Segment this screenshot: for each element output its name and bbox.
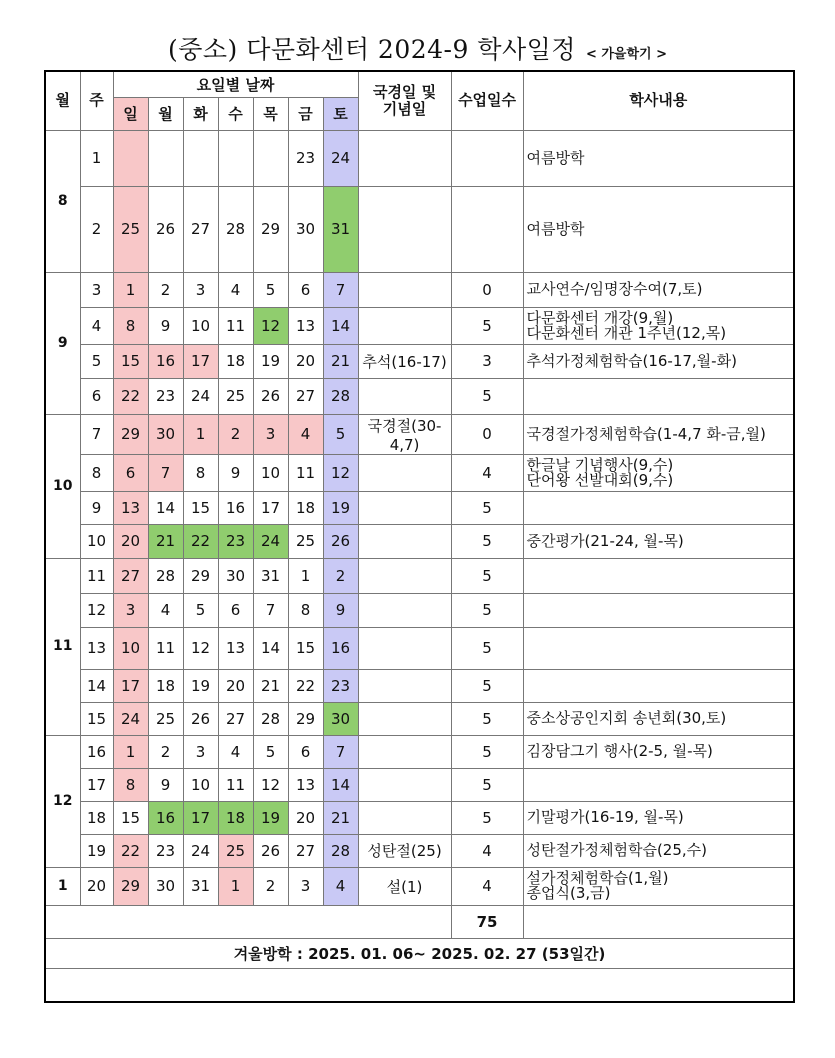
date-cell: 2 bbox=[323, 558, 358, 593]
content-line: 여름방학 bbox=[526, 148, 585, 167]
content-cell bbox=[523, 735, 794, 768]
week-number: 13 bbox=[80, 627, 113, 669]
date-cell: 7 bbox=[148, 454, 183, 491]
holiday-cell bbox=[358, 593, 451, 627]
date-cell: 16 bbox=[323, 627, 358, 669]
date-cell: 3 bbox=[288, 867, 323, 905]
holiday-cell bbox=[358, 627, 451, 669]
class-days-cell: 5 bbox=[451, 702, 523, 735]
date-cell: 13 bbox=[218, 627, 253, 669]
date-cell: 18 bbox=[288, 491, 323, 524]
holiday-cell bbox=[358, 130, 451, 186]
week-row bbox=[45, 801, 794, 834]
day-header-wed: 수 bbox=[218, 97, 253, 130]
holiday-cell bbox=[358, 558, 451, 593]
date-cell: 24 bbox=[183, 378, 218, 414]
class-days-cell: 5 bbox=[451, 669, 523, 702]
date-cell: 15 bbox=[288, 627, 323, 669]
content-line: 한글날 기념행사(9,수) bbox=[526, 455, 674, 474]
date-cell: 12 bbox=[183, 627, 218, 669]
date-cell: 23 bbox=[288, 130, 323, 186]
date-cell: 13 bbox=[113, 491, 148, 524]
class-days-cell: 5 bbox=[451, 524, 523, 558]
date-cell: 2 bbox=[218, 414, 253, 454]
class-days-cell: 5 bbox=[451, 307, 523, 344]
date-cell: 8 bbox=[113, 307, 148, 344]
holiday-cell bbox=[358, 307, 451, 344]
date-cell: 30 bbox=[148, 414, 183, 454]
class-days-cell: 5 bbox=[451, 593, 523, 627]
month-cell: 8 bbox=[45, 130, 80, 272]
holiday-cell bbox=[358, 186, 451, 272]
date-cell: 25 bbox=[148, 702, 183, 735]
class-days-cell: 4 bbox=[451, 867, 523, 905]
date-cell: 14 bbox=[323, 768, 358, 801]
date-cell: 27 bbox=[288, 834, 323, 867]
date-cell bbox=[148, 130, 183, 186]
holiday-cell bbox=[358, 272, 451, 307]
class-days-cell: 4 bbox=[451, 454, 523, 491]
date-cell: 14 bbox=[253, 627, 288, 669]
date-cell: 1 bbox=[183, 414, 218, 454]
header-class-days: 수업일수 bbox=[451, 71, 523, 130]
holiday-cell bbox=[358, 801, 451, 834]
date-cell: 16 bbox=[148, 801, 183, 834]
date-cell: 27 bbox=[113, 558, 148, 593]
week-row bbox=[45, 702, 794, 735]
date-cell: 28 bbox=[323, 378, 358, 414]
week-row bbox=[45, 307, 794, 344]
class-days-cell bbox=[451, 130, 523, 186]
week-row bbox=[45, 768, 794, 801]
date-cell: 21 bbox=[148, 524, 183, 558]
date-cell: 23 bbox=[148, 378, 183, 414]
content-line: 추석가정체험학습(16-17,월-화) bbox=[526, 351, 737, 370]
week-row bbox=[45, 524, 794, 558]
content-line: 종업식(3,금) bbox=[526, 884, 611, 902]
week-number: 19 bbox=[80, 834, 113, 867]
month-cell: 1 bbox=[45, 867, 80, 905]
date-cell: 25 bbox=[288, 524, 323, 558]
date-cell: 10 bbox=[183, 768, 218, 801]
date-cell: 15 bbox=[113, 344, 148, 378]
header-month: 월 bbox=[45, 71, 80, 130]
content-line: 단어왕 선발대회(9,수) bbox=[526, 470, 674, 489]
week-number: 14 bbox=[80, 669, 113, 702]
date-cell: 11 bbox=[218, 307, 253, 344]
total-row bbox=[45, 905, 794, 938]
content-cell bbox=[523, 454, 794, 491]
week-number: 3 bbox=[80, 272, 113, 307]
day-header-tue: 화 bbox=[183, 97, 218, 130]
week-number: 20 bbox=[80, 867, 113, 905]
date-cell: 4 bbox=[148, 593, 183, 627]
date-cell: 1 bbox=[218, 867, 253, 905]
date-cell: 28 bbox=[253, 702, 288, 735]
week-row bbox=[45, 867, 794, 905]
week-row bbox=[45, 735, 794, 768]
semester-label: < 가을학기 > bbox=[585, 47, 668, 62]
content-cell bbox=[523, 801, 794, 834]
content-line: 김장담그기 행사(2-5, 월-목) bbox=[526, 742, 713, 760]
date-cell: 2 bbox=[148, 272, 183, 307]
date-cell: 19 bbox=[253, 801, 288, 834]
total-content-blank bbox=[523, 905, 794, 938]
date-cell: 3 bbox=[183, 735, 218, 768]
week-number: 8 bbox=[80, 454, 113, 491]
holiday-cell bbox=[358, 454, 451, 491]
date-cell: 5 bbox=[253, 272, 288, 307]
date-cell: 28 bbox=[323, 834, 358, 867]
holiday-cell: 성탄절(25) bbox=[358, 834, 451, 867]
date-cell: 10 bbox=[113, 627, 148, 669]
week-number: 2 bbox=[80, 186, 113, 272]
header-content: 학사내용 bbox=[523, 71, 794, 130]
date-cell: 29 bbox=[253, 186, 288, 272]
content-line: 중소상공인지회 송년회(30,토) bbox=[526, 709, 727, 727]
date-cell: 26 bbox=[253, 378, 288, 414]
date-cell: 25 bbox=[113, 186, 148, 272]
content-line: 국경절가정체험학습(1-4,7 화-금,월) bbox=[526, 424, 766, 443]
week-number: 15 bbox=[80, 702, 113, 735]
date-cell: 9 bbox=[323, 593, 358, 627]
header-week: 주 bbox=[80, 71, 113, 130]
page-title: (중소) 다문화센터 2024-9 학사일정 bbox=[167, 35, 576, 64]
date-cell: 2 bbox=[253, 867, 288, 905]
content-cell bbox=[523, 768, 794, 801]
date-cell: 30 bbox=[288, 186, 323, 272]
content-cell bbox=[523, 491, 794, 524]
content-line: 다문화센터 개강(9,월) bbox=[526, 308, 674, 327]
date-cell: 4 bbox=[218, 735, 253, 768]
date-cell: 23 bbox=[148, 834, 183, 867]
content-line: 설가정체험학습(1,월) bbox=[526, 869, 669, 887]
week-number: 16 bbox=[80, 735, 113, 768]
date-cell: 30 bbox=[218, 558, 253, 593]
date-cell: 24 bbox=[323, 130, 358, 186]
holiday-cell: 국경절(30-4,7) bbox=[358, 414, 451, 454]
winter-break-text: 겨울방학 : 2025. 01. 06~ 2025. 02. 27 (53일간) bbox=[45, 938, 794, 968]
date-cell: 20 bbox=[218, 669, 253, 702]
date-cell: 13 bbox=[288, 768, 323, 801]
week-row bbox=[45, 669, 794, 702]
day-header-mon: 월 bbox=[148, 97, 183, 130]
content-line: 교사연수/임명장수여(7,토) bbox=[526, 280, 703, 298]
class-days-cell bbox=[451, 186, 523, 272]
date-cell: 24 bbox=[253, 524, 288, 558]
content-cell bbox=[523, 272, 794, 307]
content-cell bbox=[523, 344, 794, 378]
class-days-cell: 3 bbox=[451, 344, 523, 378]
date-cell: 11 bbox=[288, 454, 323, 491]
class-days-cell: 5 bbox=[451, 768, 523, 801]
date-cell: 8 bbox=[183, 454, 218, 491]
date-cell: 19 bbox=[253, 344, 288, 378]
week-row bbox=[45, 186, 794, 272]
date-cell bbox=[113, 130, 148, 186]
date-cell: 26 bbox=[253, 834, 288, 867]
date-cell: 10 bbox=[253, 454, 288, 491]
holiday-cell bbox=[358, 491, 451, 524]
date-cell: 20 bbox=[288, 801, 323, 834]
date-cell: 29 bbox=[288, 702, 323, 735]
winter-break-row bbox=[45, 938, 794, 968]
class-days-cell: 5 bbox=[451, 378, 523, 414]
class-days-cell: 5 bbox=[451, 491, 523, 524]
date-cell: 17 bbox=[183, 801, 218, 834]
date-cell: 22 bbox=[113, 378, 148, 414]
date-cell: 3 bbox=[113, 593, 148, 627]
content-cell bbox=[523, 307, 794, 344]
content-cell bbox=[523, 627, 794, 669]
week-number: 1 bbox=[80, 130, 113, 186]
week-number: 5 bbox=[80, 344, 113, 378]
week-number: 4 bbox=[80, 307, 113, 344]
total-class-days: 75 bbox=[451, 905, 523, 938]
day-header-fri: 금 bbox=[288, 97, 323, 130]
content-cell bbox=[523, 593, 794, 627]
date-cell: 1 bbox=[113, 272, 148, 307]
week-number: 6 bbox=[80, 378, 113, 414]
date-cell: 9 bbox=[148, 768, 183, 801]
week-row bbox=[45, 834, 794, 867]
content-line: 성탄절가정체험학습(25,수) bbox=[526, 841, 708, 859]
schedule-table bbox=[44, 70, 795, 1003]
date-cell: 30 bbox=[323, 702, 358, 735]
date-cell: 7 bbox=[253, 593, 288, 627]
class-days-cell: 4 bbox=[451, 834, 523, 867]
date-cell: 31 bbox=[253, 558, 288, 593]
date-cell: 15 bbox=[183, 491, 218, 524]
holiday-cell: 설(1) bbox=[358, 867, 451, 905]
month-cell: 9 bbox=[45, 272, 80, 414]
content-cell bbox=[523, 524, 794, 558]
date-cell: 27 bbox=[218, 702, 253, 735]
date-cell: 24 bbox=[113, 702, 148, 735]
date-cell bbox=[218, 130, 253, 186]
content-cell bbox=[523, 378, 794, 414]
class-days-cell: 5 bbox=[451, 558, 523, 593]
date-cell: 5 bbox=[183, 593, 218, 627]
date-cell: 13 bbox=[288, 307, 323, 344]
content-line: 기말평가(16-19, 월-목) bbox=[526, 808, 684, 826]
date-cell: 4 bbox=[323, 867, 358, 905]
date-cell: 1 bbox=[288, 558, 323, 593]
date-cell: 18 bbox=[148, 669, 183, 702]
date-cell: 4 bbox=[288, 414, 323, 454]
date-cell: 25 bbox=[218, 834, 253, 867]
date-cell: 3 bbox=[183, 272, 218, 307]
date-cell: 2 bbox=[148, 735, 183, 768]
date-cell: 5 bbox=[253, 735, 288, 768]
page-title-area bbox=[0, 30, 835, 70]
date-cell: 6 bbox=[288, 735, 323, 768]
date-cell: 11 bbox=[148, 627, 183, 669]
date-cell: 10 bbox=[183, 307, 218, 344]
date-cell: 21 bbox=[253, 669, 288, 702]
holiday-cell bbox=[358, 378, 451, 414]
week-number: 9 bbox=[80, 491, 113, 524]
content-cell bbox=[523, 669, 794, 702]
date-cell: 21 bbox=[323, 344, 358, 378]
week-row bbox=[45, 344, 794, 378]
empty-cell bbox=[45, 968, 794, 1002]
month-cell: 10 bbox=[45, 414, 80, 558]
date-cell: 12 bbox=[253, 307, 288, 344]
week-row bbox=[45, 491, 794, 524]
date-cell: 26 bbox=[148, 186, 183, 272]
week-row bbox=[45, 558, 794, 593]
date-cell: 30 bbox=[148, 867, 183, 905]
content-cell bbox=[523, 414, 794, 454]
week-row bbox=[45, 272, 794, 307]
date-cell: 22 bbox=[183, 524, 218, 558]
date-cell: 22 bbox=[288, 669, 323, 702]
date-cell: 8 bbox=[113, 768, 148, 801]
date-cell: 26 bbox=[323, 524, 358, 558]
week-number: 11 bbox=[80, 558, 113, 593]
date-cell: 27 bbox=[183, 186, 218, 272]
content-line: 여름방학 bbox=[526, 219, 585, 238]
date-cell: 28 bbox=[148, 558, 183, 593]
date-cell: 6 bbox=[113, 454, 148, 491]
date-cell: 19 bbox=[183, 669, 218, 702]
week-number: 10 bbox=[80, 524, 113, 558]
date-cell: 31 bbox=[183, 867, 218, 905]
week-number: 17 bbox=[80, 768, 113, 801]
date-cell: 11 bbox=[218, 768, 253, 801]
date-cell: 29 bbox=[113, 867, 148, 905]
date-cell: 16 bbox=[148, 344, 183, 378]
week-row bbox=[45, 414, 794, 454]
date-cell: 24 bbox=[183, 834, 218, 867]
date-cell: 28 bbox=[218, 186, 253, 272]
date-cell: 31 bbox=[323, 186, 358, 272]
header-dates-group: 요일별 날짜 bbox=[113, 71, 358, 97]
header-holidays: 국경일 및 기념일 bbox=[358, 71, 451, 130]
week-row bbox=[45, 593, 794, 627]
date-cell: 16 bbox=[218, 491, 253, 524]
date-cell: 22 bbox=[113, 834, 148, 867]
date-cell bbox=[183, 130, 218, 186]
date-cell: 20 bbox=[288, 344, 323, 378]
date-cell: 21 bbox=[323, 801, 358, 834]
total-blank bbox=[45, 905, 451, 938]
date-cell: 18 bbox=[218, 801, 253, 834]
date-cell: 5 bbox=[323, 414, 358, 454]
content-cell bbox=[523, 558, 794, 593]
date-cell: 17 bbox=[113, 669, 148, 702]
date-cell: 29 bbox=[183, 558, 218, 593]
day-header-thu: 목 bbox=[253, 97, 288, 130]
date-cell: 18 bbox=[218, 344, 253, 378]
date-cell: 7 bbox=[323, 272, 358, 307]
date-cell: 19 bbox=[323, 491, 358, 524]
holiday-cell bbox=[358, 735, 451, 768]
date-cell: 23 bbox=[218, 524, 253, 558]
date-cell: 25 bbox=[218, 378, 253, 414]
date-cell: 27 bbox=[288, 378, 323, 414]
class-days-cell: 5 bbox=[451, 627, 523, 669]
day-header-sun: 일 bbox=[113, 97, 148, 130]
week-number: 18 bbox=[80, 801, 113, 834]
week-row bbox=[45, 378, 794, 414]
date-cell bbox=[253, 130, 288, 186]
date-cell: 8 bbox=[288, 593, 323, 627]
date-cell: 1 bbox=[113, 735, 148, 768]
content-line: 다문화센터 개관 1주년(12,목) bbox=[526, 323, 727, 342]
date-cell: 29 bbox=[113, 414, 148, 454]
holiday-cell bbox=[358, 702, 451, 735]
date-cell: 4 bbox=[218, 272, 253, 307]
date-cell: 20 bbox=[113, 524, 148, 558]
class-days-cell: 0 bbox=[451, 414, 523, 454]
date-cell: 14 bbox=[148, 491, 183, 524]
month-cell: 12 bbox=[45, 735, 80, 867]
date-cell: 12 bbox=[253, 768, 288, 801]
content-cell bbox=[523, 130, 794, 186]
week-number: 12 bbox=[80, 593, 113, 627]
date-cell: 7 bbox=[323, 735, 358, 768]
class-days-cell: 5 bbox=[451, 801, 523, 834]
class-days-cell: 0 bbox=[451, 272, 523, 307]
content-line: 중간평가(21-24, 월-목) bbox=[526, 531, 684, 550]
date-cell: 6 bbox=[288, 272, 323, 307]
date-cell: 12 bbox=[323, 454, 358, 491]
date-cell: 15 bbox=[113, 801, 148, 834]
content-cell bbox=[523, 702, 794, 735]
holiday-cell bbox=[358, 524, 451, 558]
holiday-cell: 추석(16-17) bbox=[358, 344, 451, 378]
date-cell: 3 bbox=[253, 414, 288, 454]
date-cell: 9 bbox=[218, 454, 253, 491]
holiday-cell bbox=[358, 669, 451, 702]
month-cell: 11 bbox=[45, 558, 80, 735]
empty-row bbox=[45, 968, 794, 1002]
week-row bbox=[45, 454, 794, 491]
day-header-sat: 토 bbox=[323, 97, 358, 130]
content-cell bbox=[523, 186, 794, 272]
holiday-cell bbox=[358, 768, 451, 801]
date-cell: 17 bbox=[183, 344, 218, 378]
week-row bbox=[45, 627, 794, 669]
date-cell: 14 bbox=[323, 307, 358, 344]
date-cell: 23 bbox=[323, 669, 358, 702]
week-row bbox=[45, 130, 794, 186]
date-cell: 17 bbox=[253, 491, 288, 524]
class-days-cell: 5 bbox=[451, 735, 523, 768]
content-cell bbox=[523, 834, 794, 867]
date-cell: 26 bbox=[183, 702, 218, 735]
content-cell bbox=[523, 867, 794, 905]
week-number: 7 bbox=[80, 414, 113, 454]
date-cell: 6 bbox=[218, 593, 253, 627]
date-cell: 9 bbox=[148, 307, 183, 344]
